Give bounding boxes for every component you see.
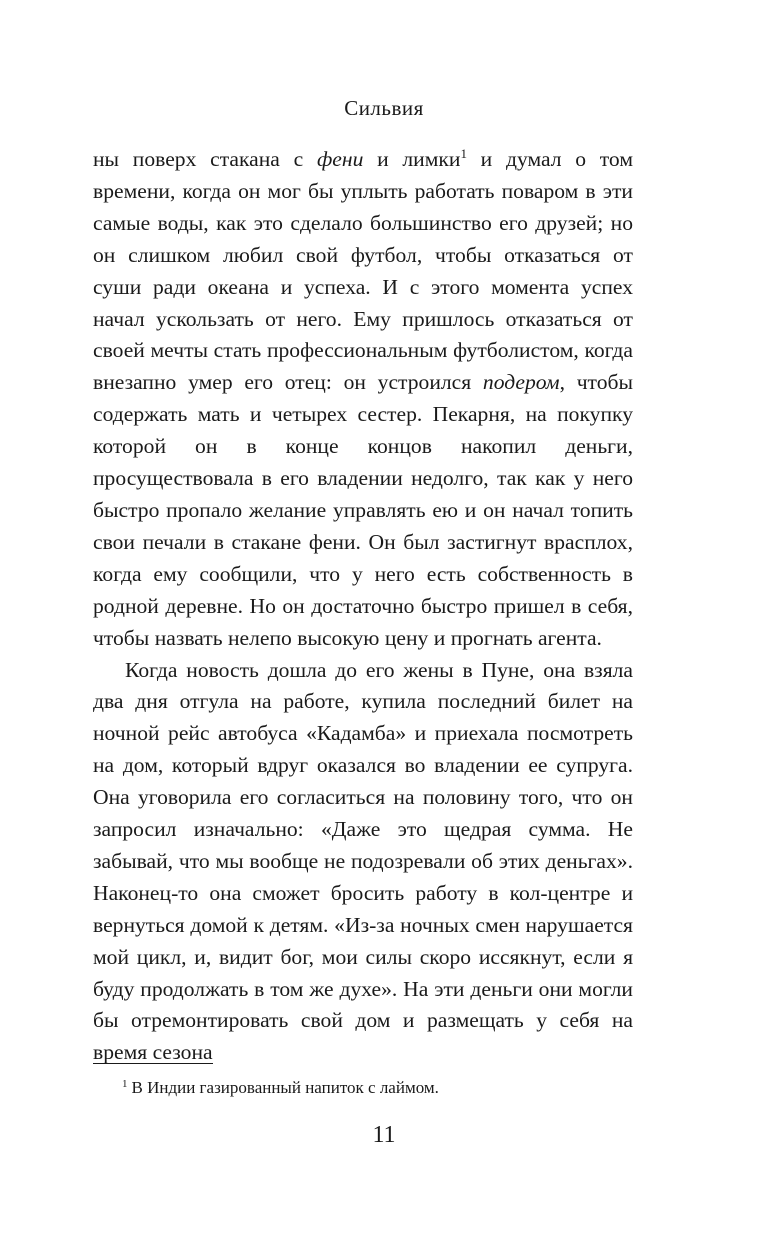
text-segment: Когда новость дошла до его жены в Пуне, она взяла два дня отгула на работе, купила последний билет на ночной рейс автобуса «Кадамба» и приехала посмотреть на дом, который вдруг оказался во владении ее супруга. Она уговорила его согласиться на половину того, что он запросил изначально: «Даже это щедрая сумма. Не забывай, что мы вообще не подозревали об этих деньгах». Наконец-то она сможет бросить работу в кол-центре и вернуться домой к детям. «Из-за ночных смен нарушается мой цикл, и, видит бог, мои силы скоро иссякнут, если я буду продолжать в том же духе». На эти деньги они могли бы отремонтировать свой дом и размещать у себя на время сезона	[93, 657, 633, 1065]
page-number: 11	[372, 1122, 396, 1148]
text-segment: , чтобы содержать мать и четырех сестер. Пекарня, на покупку которой он в конце концов накопил деньги, просуществовала в его владении недолго, так как у него быстро пропало желание управлять ею и он начал топить свои печали в стакане фени. Он был застигнут врасплох, когда ему сообщили, что у него есть собственность в родной деревне. Но он достаточно быстро пришел в себя, чтобы назвать нелепо высокую цену и прогнать агента.	[93, 370, 633, 650]
footnote-reference[interactable]: 1	[460, 146, 467, 161]
text-segment: ны поверх стакана с	[93, 147, 317, 171]
text-segment: и думал о том времени, когда он мог бы уплыть работать поваром в эти самые воды, как это сделало большинство его друзей; но он слишком любил свой футбол, чтобы отказаться от суши ради океана и успеха. И с этого момента успех начал ускользать от него. Ему пришлось отказаться от своей мечты стать профессиональным футболистом, когда внезапно умер его отец: он устроился	[93, 147, 633, 395]
footnote-mark: 1	[122, 1078, 128, 1090]
paragraph-2	[93, 655, 633, 1070]
body-text	[93, 144, 633, 1069]
footnote-divider	[93, 1063, 213, 1064]
running-head: Сильвия	[344, 96, 424, 120]
text-segment: и лимки	[363, 147, 461, 171]
italic-term-poder: подером	[482, 370, 560, 395]
footnote	[122, 1076, 632, 1100]
italic-term-feni: фени	[316, 147, 364, 171]
paragraph-1	[93, 144, 633, 655]
footnote-text: В Индии газированный напиток с лаймом.	[131, 1078, 439, 1097]
